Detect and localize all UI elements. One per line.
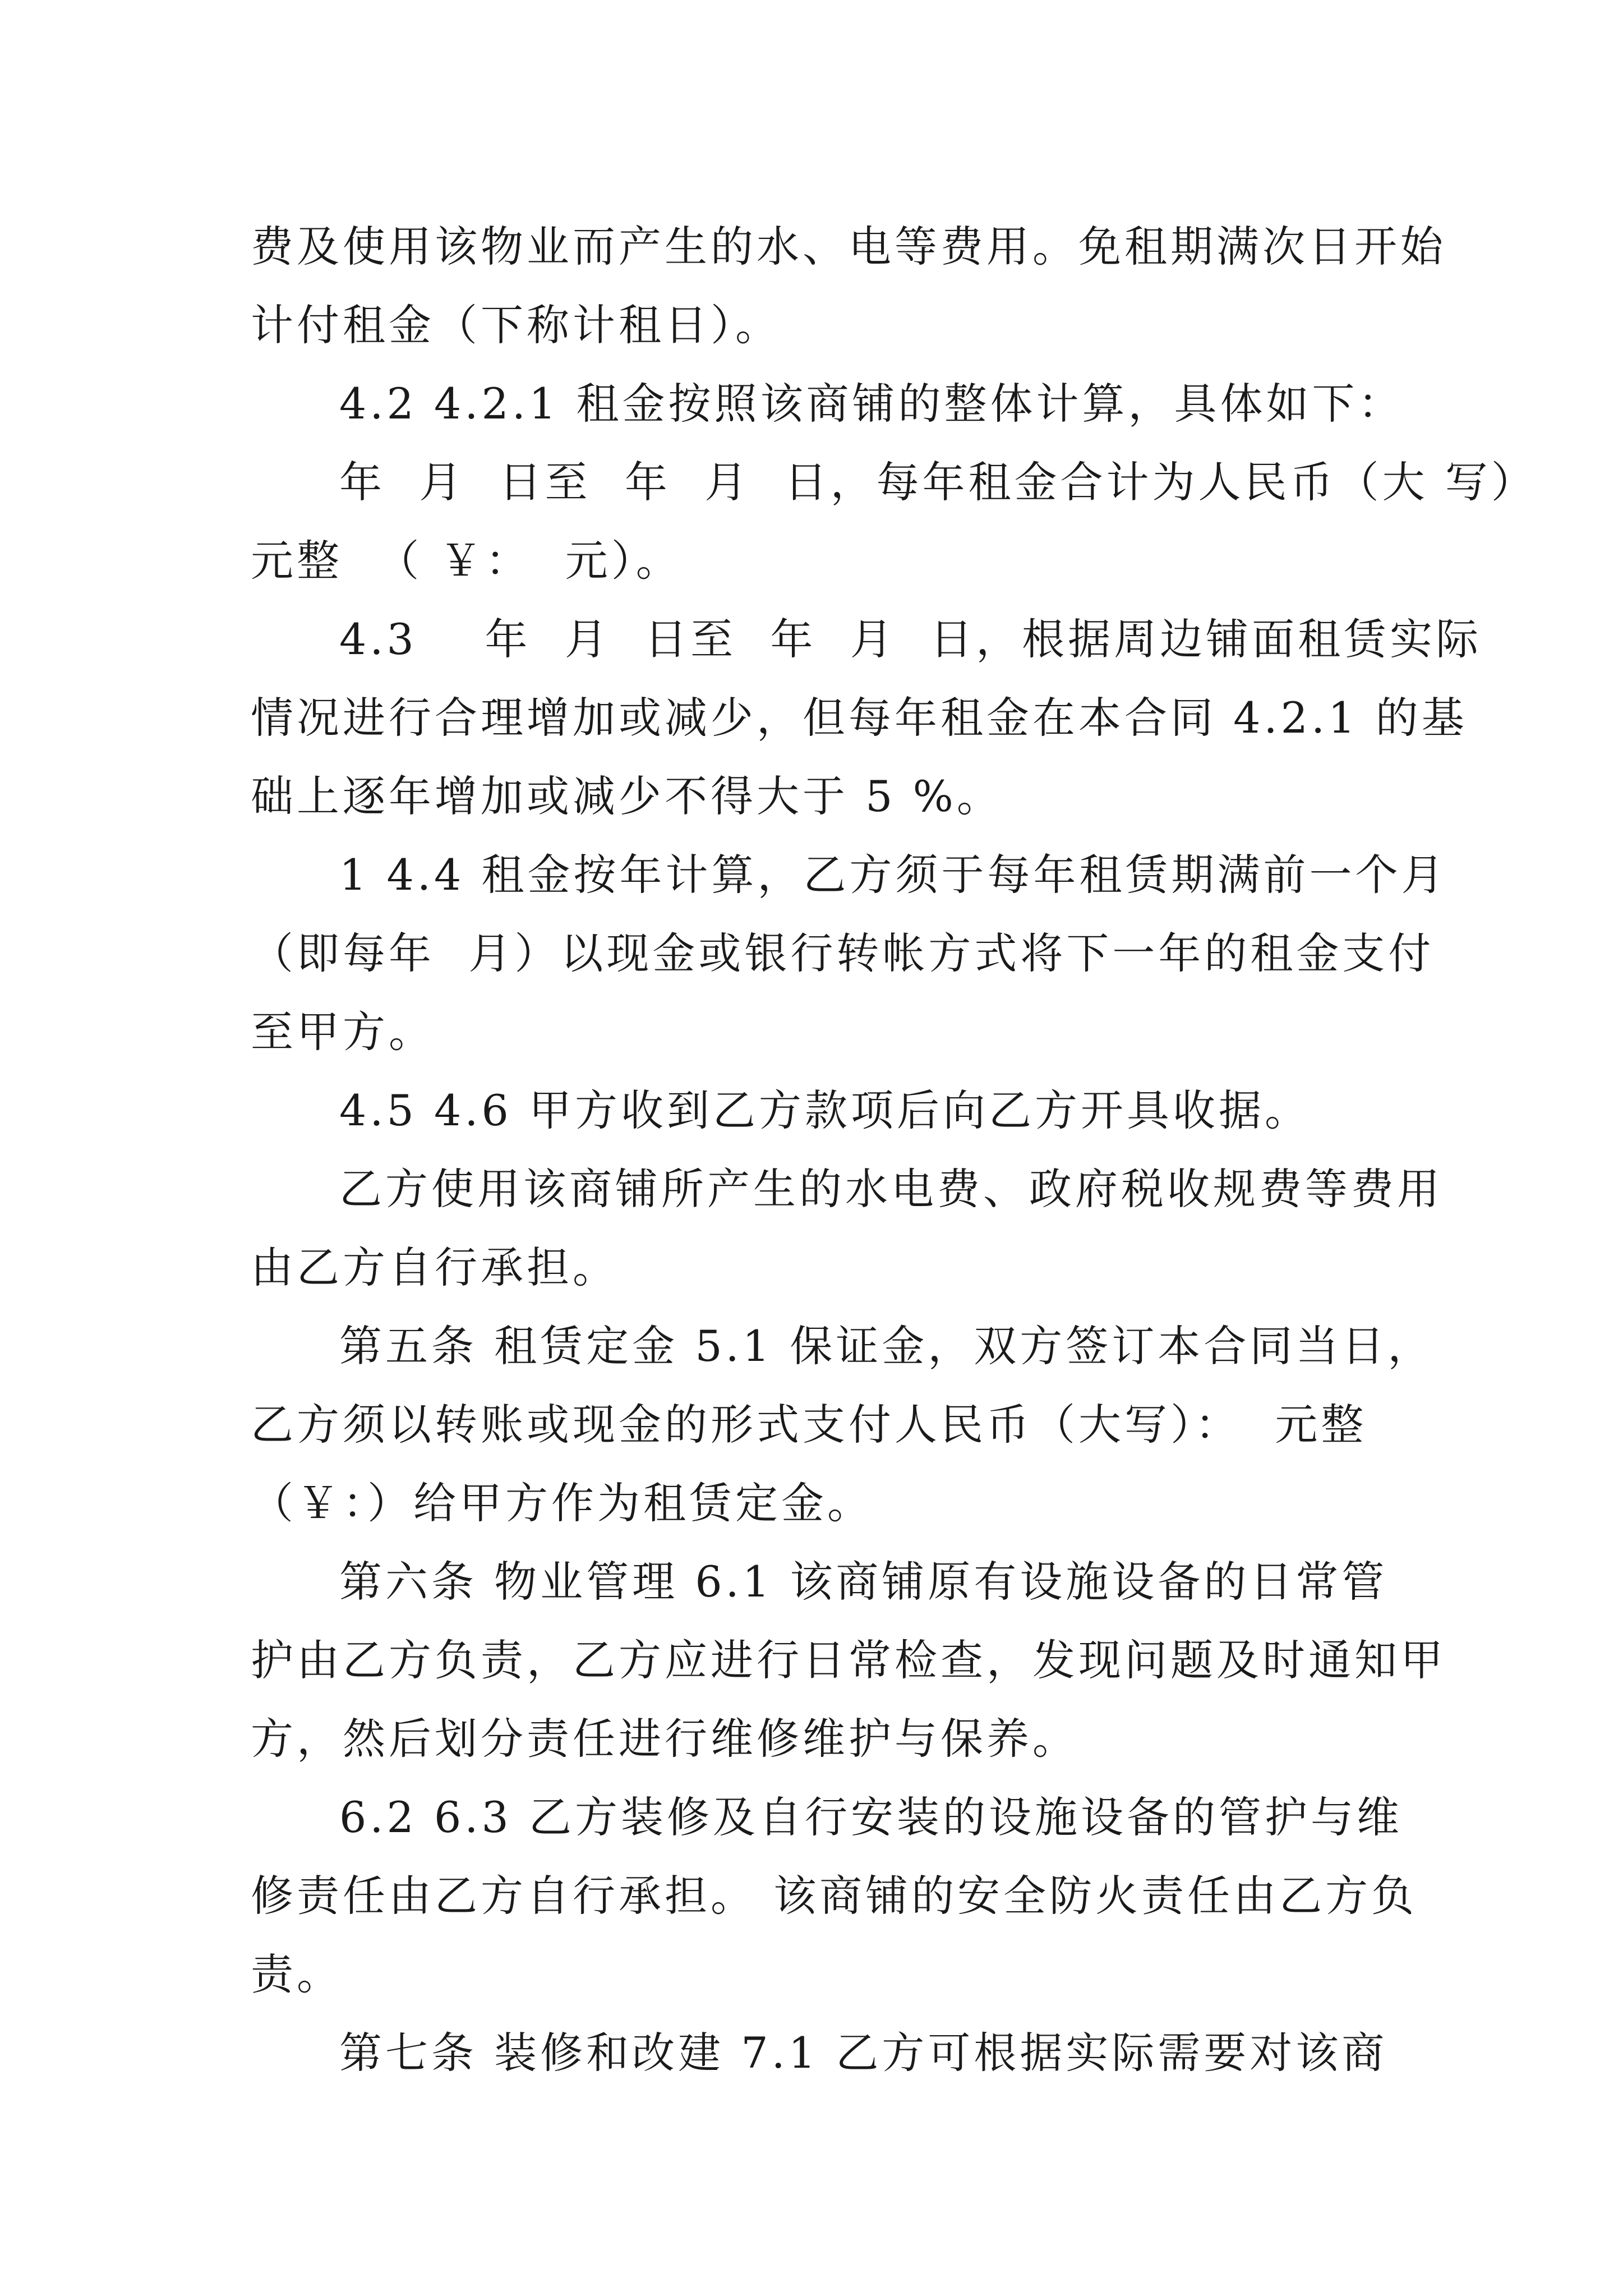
text-line: 护由乙方负责，乙方应进行日常检查，发现问题及时通知甲 xyxy=(251,1635,1446,1685)
text-line: 6.2 6.3 乙方装修及自行安装的设施设备的管护与维 xyxy=(339,1792,1403,1842)
text-line: 4.3 年 月 日至 年 月 日，根据周边铺面租赁实际 xyxy=(339,614,1482,664)
text-line: 责。 xyxy=(251,1949,343,1999)
text-line: 年 月 日至 年 月 日，每年租金合计为人民币（大 写） xyxy=(339,457,1537,507)
text-line: 乙方使用该商铺所产生的水电费、政府税收规费等费用 xyxy=(339,1164,1443,1214)
text-line: 计付租金（下称计租日）。 xyxy=(251,300,781,350)
text-line: 费及使用该物业而产生的水、电等费用。免租期满次日开始 xyxy=(251,222,1446,272)
text-line: 4.2 4.2.1 租金按照该商铺的整体计算，具体如下： xyxy=(339,379,1404,429)
text-line: 至甲方。 xyxy=(251,1007,435,1057)
text-line: 1 4.4 租金按年计算，乙方须于每年租赁期满前一个月 xyxy=(339,850,1447,900)
text-line: 第六条 物业管理 6.1 该商铺原有设施设备的日常管 xyxy=(339,1557,1388,1607)
text-line: 础上逐年增加或减少不得大于 5 %。 xyxy=(251,771,1003,821)
text-line: 情况进行合理增加或减少，但每年租金在本合同 4.2.1 的基 xyxy=(251,693,1468,743)
text-line: 方，然后划分责任进行维修维护与保养。 xyxy=(251,1714,1078,1764)
text-line: 4.5 4.6 甲方收到乙方款项后向乙方开具收据。 xyxy=(339,1085,1311,1135)
text-line: 乙方须以转账或现金的形式支付人民币（大写）： 元整 xyxy=(251,1400,1367,1450)
text-line: 元整 （ ￥： 元）。 xyxy=(251,536,682,586)
text-line: （即每年 月）以现金或银行转帐方式将下一年的租金支付 xyxy=(251,928,1435,978)
text-line: 第七条 装修和改建 7.1 乙方可根据实际需要对该商 xyxy=(339,2028,1388,2078)
text-line: 由乙方自行承担。 xyxy=(251,1243,619,1292)
text-line: 修责任由乙方自行承担。 该商铺的安全防火责任由乙方负 xyxy=(251,1871,1418,1921)
text-line: 第五条 租赁定金 5.1 保证金，双方签订本合同当日， xyxy=(339,1321,1434,1371)
text-line: （￥：）给甲方作为租赁定金。 xyxy=(251,1478,873,1528)
